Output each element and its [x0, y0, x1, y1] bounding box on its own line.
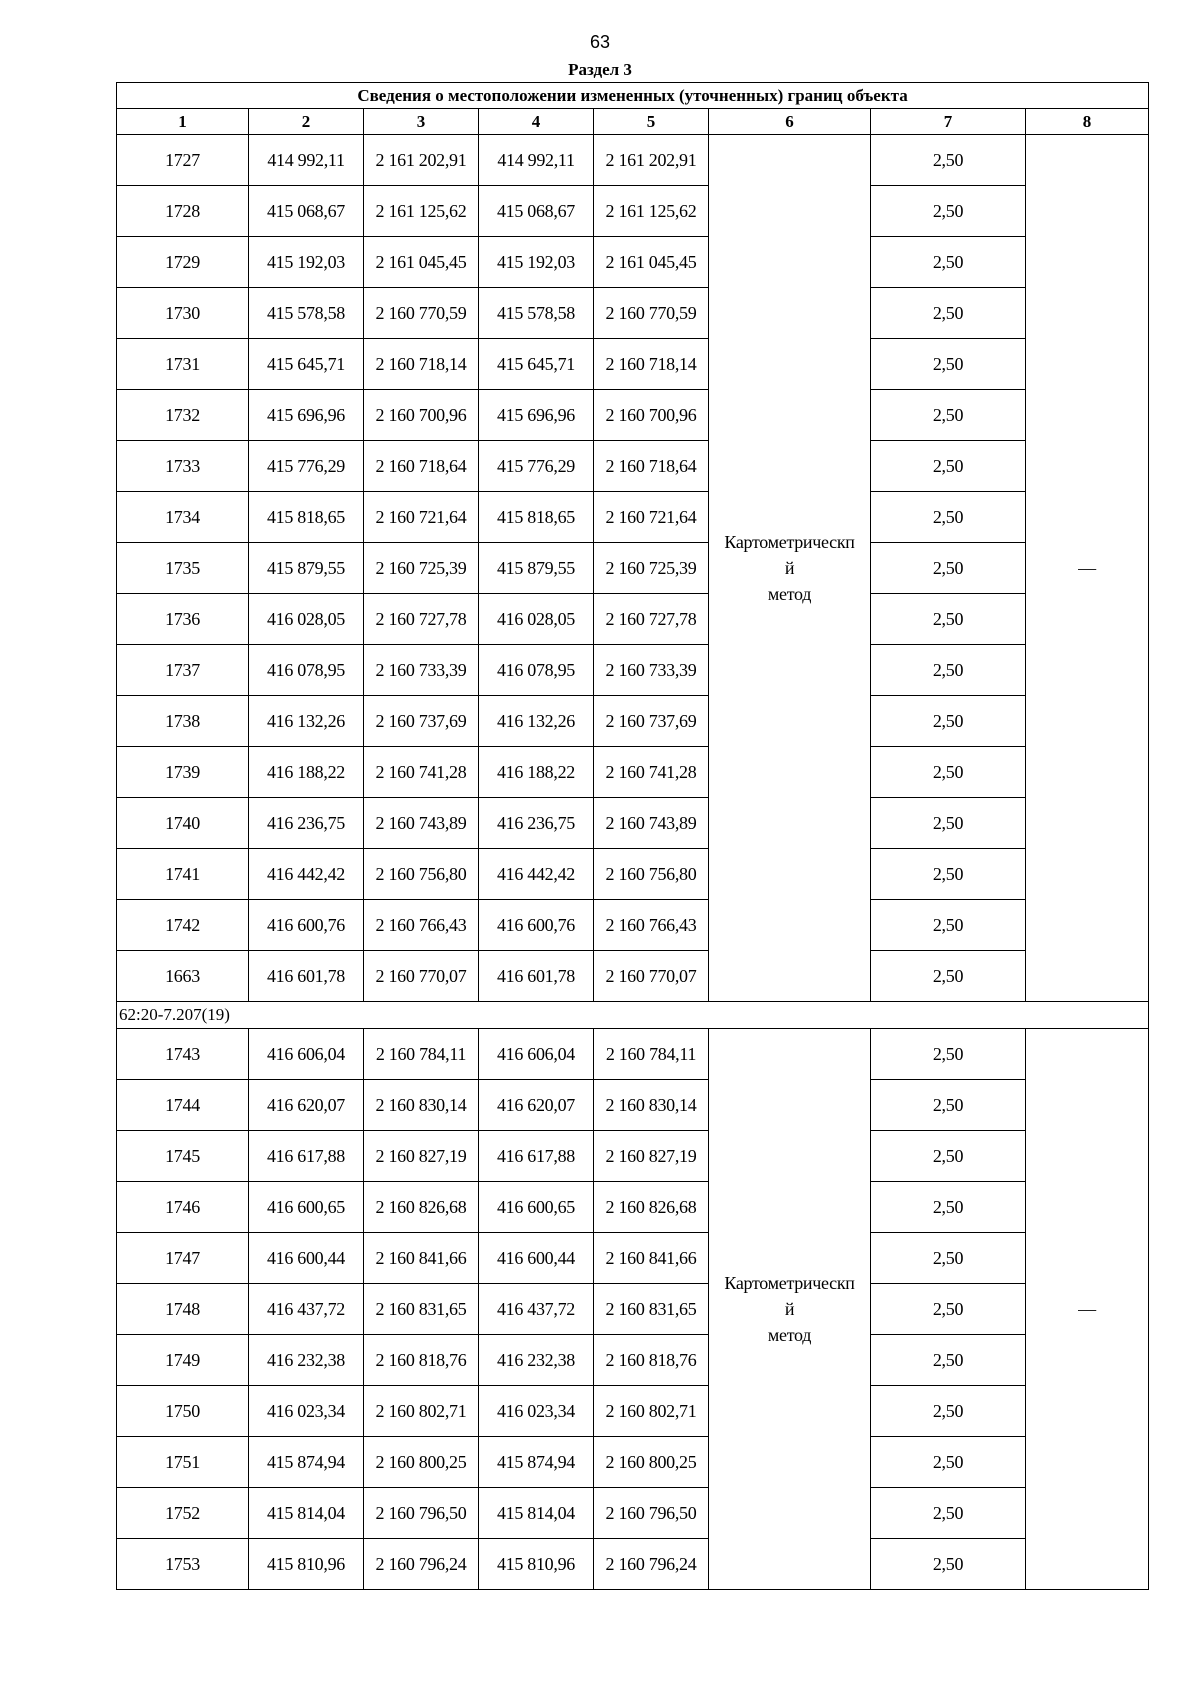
coordinate-cell: 416 620,07: [479, 1080, 594, 1131]
table-row: [117, 237, 1149, 288]
accuracy-cell: 2,50: [871, 900, 1026, 951]
accuracy-cell: 2,50: [871, 798, 1026, 849]
accuracy-cell: 2,50: [871, 1386, 1026, 1437]
accuracy-cell: 2,50: [871, 390, 1026, 441]
column-number: 4: [479, 109, 594, 135]
coordinate-cell: 416 437,72: [249, 1284, 364, 1335]
table-row: [117, 594, 1149, 645]
method-cell: [709, 1029, 871, 1590]
table-row: [117, 1029, 1149, 1080]
page-number: 63: [589, 32, 611, 52]
coordinate-cell: 416 023,34: [249, 1386, 364, 1437]
coordinate-cell: 2 160 796,50: [364, 1488, 479, 1539]
coordinate-cell: 416 600,44: [249, 1233, 364, 1284]
coordinate-cell: 2 160 737,69: [594, 696, 709, 747]
table-row: [117, 1386, 1149, 1437]
column-number: 2: [249, 109, 364, 135]
coordinate-cell: 415 645,71: [479, 339, 594, 390]
coordinate-cell: 416 437,72: [479, 1284, 594, 1335]
point-number-cell: 1732: [117, 390, 249, 441]
table-row: [117, 1284, 1149, 1335]
accuracy-cell: 2,50: [871, 1182, 1026, 1233]
accuracy-cell: 2,50: [871, 1539, 1026, 1590]
coordinate-cell: 415 874,94: [479, 1437, 594, 1488]
point-number-cell: 1730: [117, 288, 249, 339]
coordinate-cell: 2 160 721,64: [594, 492, 709, 543]
coordinate-cell: 2 161 045,45: [594, 237, 709, 288]
coordinate-cell: 416 232,38: [479, 1335, 594, 1386]
point-number-cell: 1744: [117, 1080, 249, 1131]
coordinate-cell: 415 810,96: [249, 1539, 364, 1590]
coordinate-cell: 2 160 827,19: [364, 1131, 479, 1182]
coordinate-cell: 415 874,94: [249, 1437, 364, 1488]
coordinate-cell: 2 160 830,14: [364, 1080, 479, 1131]
coordinate-cell: 2 160 770,59: [364, 288, 479, 339]
coordinate-cell: 2 160 727,78: [594, 594, 709, 645]
coordinate-cell: 2 160 718,14: [594, 339, 709, 390]
coordinate-cell: 2 160 826,68: [364, 1182, 479, 1233]
accuracy-cell: 2,50: [871, 1488, 1026, 1539]
accuracy-cell: 2,50: [871, 1437, 1026, 1488]
method-line: й: [784, 558, 795, 578]
point-number-cell: 1734: [117, 492, 249, 543]
table-row: [117, 696, 1149, 747]
point-number-cell: 1745: [117, 1131, 249, 1182]
table-row: [117, 135, 1149, 186]
point-number-cell: 1737: [117, 645, 249, 696]
column-number: 3: [364, 109, 479, 135]
coordinate-cell: 2 161 202,91: [594, 135, 709, 186]
table-row: [117, 1182, 1149, 1233]
accuracy-cell: 2,50: [871, 696, 1026, 747]
accuracy-cell: 2,50: [871, 288, 1026, 339]
accuracy-cell: 2,50: [871, 1029, 1026, 1080]
point-number-cell: 1748: [117, 1284, 249, 1335]
point-number-cell: 1743: [117, 1029, 249, 1080]
table-row: [117, 441, 1149, 492]
coordinate-cell: 2 160 725,39: [594, 543, 709, 594]
coordinate-cell: 416 601,78: [479, 951, 594, 1002]
table-body: [117, 135, 1149, 1590]
coordinate-cell: 415 776,29: [479, 441, 594, 492]
table-row: [117, 849, 1149, 900]
coordinate-cell: 416 600,65: [479, 1182, 594, 1233]
table-row: [117, 1539, 1149, 1590]
coordinate-cell: 2 160 737,69: [364, 696, 479, 747]
table-row: [117, 900, 1149, 951]
coordinate-cell: 416 600,76: [479, 900, 594, 951]
coordinate-cell: 2 160 800,25: [364, 1437, 479, 1488]
table-caption: Сведения о местоположении измененных (уточненных) границ объекта: [117, 83, 1149, 109]
coordinate-cell: 416 606,04: [249, 1029, 364, 1080]
coordinate-cell: 416 078,95: [479, 645, 594, 696]
method-line: метод: [767, 584, 812, 604]
coordinate-cell: 2 160 784,11: [364, 1029, 479, 1080]
coordinate-cell: 416 600,65: [249, 1182, 364, 1233]
coordinate-cell: 416 617,88: [479, 1131, 594, 1182]
coordinate-cell: 415 818,65: [249, 492, 364, 543]
coordinate-cell: 2 160 756,80: [364, 849, 479, 900]
coordinate-cell: 415 068,67: [479, 186, 594, 237]
table-row: [117, 186, 1149, 237]
table-row: [117, 390, 1149, 441]
coordinate-cell: 2 160 727,78: [364, 594, 479, 645]
point-number-cell: 1750: [117, 1386, 249, 1437]
coordinate-cell: 2 161 202,91: [364, 135, 479, 186]
coordinate-cell: 415 776,29: [249, 441, 364, 492]
coordinate-cell: 416 028,05: [479, 594, 594, 645]
coordinate-cell: 2 160 800,25: [594, 1437, 709, 1488]
accuracy-cell: 2,50: [871, 135, 1026, 186]
boundary-points-table: [116, 82, 1149, 1590]
coordinate-cell: 416 132,26: [479, 696, 594, 747]
column-number: 1: [117, 109, 249, 135]
coordinate-cell: 2 160 784,11: [594, 1029, 709, 1080]
group-label-row: [117, 1002, 1149, 1029]
coordinate-cell: 416 442,42: [479, 849, 594, 900]
column-numbers-row: [117, 109, 1149, 135]
point-number-cell: 1752: [117, 1488, 249, 1539]
table-row: [117, 1233, 1149, 1284]
point-number-cell: 1747: [117, 1233, 249, 1284]
coordinate-cell: 416 188,22: [479, 747, 594, 798]
table-row: [117, 288, 1149, 339]
table-row: [117, 1335, 1149, 1386]
coordinate-cell: 415 818,65: [479, 492, 594, 543]
coordinate-cell: 416 078,95: [249, 645, 364, 696]
accuracy-cell: 2,50: [871, 1284, 1026, 1335]
column-number: 7: [871, 109, 1026, 135]
group-label: 62:20-7.207(19): [117, 1002, 1149, 1029]
coordinate-cell: 2 160 718,14: [364, 339, 479, 390]
point-number-cell: 1733: [117, 441, 249, 492]
point-number-cell: 1731: [117, 339, 249, 390]
point-number-cell: 1728: [117, 186, 249, 237]
coordinate-cell: 2 160 718,64: [594, 441, 709, 492]
coordinate-cell: 2 160 841,66: [364, 1233, 479, 1284]
accuracy-cell: 2,50: [871, 339, 1026, 390]
coordinate-cell: 2 160 721,64: [364, 492, 479, 543]
column-8-cell: —: [1026, 135, 1149, 1002]
accuracy-cell: 2,50: [871, 951, 1026, 1002]
accuracy-cell: 2,50: [871, 594, 1026, 645]
table-row: [117, 798, 1149, 849]
coordinate-cell: 415 192,03: [479, 237, 594, 288]
coordinate-cell: 2 160 802,71: [594, 1386, 709, 1437]
coordinate-cell: 2 160 743,89: [364, 798, 479, 849]
coordinate-cell: 414 992,11: [479, 135, 594, 186]
coordinate-cell: 2 160 796,50: [594, 1488, 709, 1539]
point-number-cell: 1753: [117, 1539, 249, 1590]
accuracy-cell: 2,50: [871, 186, 1026, 237]
coordinate-cell: 2 160 741,28: [364, 747, 479, 798]
section-title: Раздел 3: [568, 60, 632, 79]
point-number-cell: 1727: [117, 135, 249, 186]
point-number-cell: 1741: [117, 849, 249, 900]
coordinate-cell: 416 600,44: [479, 1233, 594, 1284]
coordinate-cell: 2 160 827,19: [594, 1131, 709, 1182]
coordinate-cell: 416 236,75: [249, 798, 364, 849]
coordinate-cell: 2 160 756,80: [594, 849, 709, 900]
point-number-cell: 1746: [117, 1182, 249, 1233]
method-line: й: [784, 1299, 795, 1319]
method-cell: [709, 135, 871, 1002]
method-line: метод: [767, 1325, 812, 1345]
coordinate-cell: 415 879,55: [249, 543, 364, 594]
coordinate-cell: 2 160 841,66: [594, 1233, 709, 1284]
table-row: [117, 1131, 1149, 1182]
coordinate-cell: 415 696,96: [479, 390, 594, 441]
accuracy-cell: 2,50: [871, 237, 1026, 288]
accuracy-cell: 2,50: [871, 849, 1026, 900]
coordinate-cell: 416 028,05: [249, 594, 364, 645]
coordinate-cell: 416 620,07: [249, 1080, 364, 1131]
table-row: [117, 492, 1149, 543]
coordinate-cell: 2 160 718,64: [364, 441, 479, 492]
coordinate-cell: 415 879,55: [479, 543, 594, 594]
coordinate-cell: 416 023,34: [479, 1386, 594, 1437]
table-row: [117, 951, 1149, 1002]
coordinate-cell: 2 160 796,24: [594, 1539, 709, 1590]
coordinate-cell: 2 160 831,65: [364, 1284, 479, 1335]
column-8-cell: —: [1026, 1029, 1149, 1590]
coordinate-cell: 2 160 741,28: [594, 747, 709, 798]
table-row: [117, 1437, 1149, 1488]
coordinate-cell: 416 600,76: [249, 900, 364, 951]
table-row: [117, 543, 1149, 594]
point-number-cell: 1729: [117, 237, 249, 288]
method-line: Картометрическп: [724, 1273, 855, 1293]
coordinate-cell: 2 160 770,07: [364, 951, 479, 1002]
table-row: [117, 645, 1149, 696]
point-number-cell: 1751: [117, 1437, 249, 1488]
accuracy-cell: 2,50: [871, 492, 1026, 543]
column-number: 6: [709, 109, 871, 135]
method-line: Картометрическп: [724, 532, 855, 552]
coordinate-cell: 2 160 830,14: [594, 1080, 709, 1131]
coordinate-cell: 2 160 796,24: [364, 1539, 479, 1590]
coordinate-cell: 2 160 700,96: [594, 390, 709, 441]
coordinate-cell: 416 236,75: [479, 798, 594, 849]
point-number-cell: 1663: [117, 951, 249, 1002]
coordinate-cell: 415 645,71: [249, 339, 364, 390]
column-number: 5: [594, 109, 709, 135]
coordinate-cell: 2 161 125,62: [364, 186, 479, 237]
coordinate-cell: 2 160 802,71: [364, 1386, 479, 1437]
point-number-cell: 1739: [117, 747, 249, 798]
coordinate-cell: 415 814,04: [479, 1488, 594, 1539]
coordinate-cell: 2 160 826,68: [594, 1182, 709, 1233]
coordinate-cell: 2 160 818,76: [364, 1335, 479, 1386]
accuracy-cell: 2,50: [871, 543, 1026, 594]
coordinate-cell: 2 160 766,43: [364, 900, 479, 951]
coordinate-cell: 416 606,04: [479, 1029, 594, 1080]
coordinate-cell: 2 160 818,76: [594, 1335, 709, 1386]
point-number-cell: 1735: [117, 543, 249, 594]
coordinate-cell: 415 068,67: [249, 186, 364, 237]
point-number-cell: 1738: [117, 696, 249, 747]
table-row: [117, 747, 1149, 798]
point-number-cell: 1749: [117, 1335, 249, 1386]
coordinate-cell: 2 160 743,89: [594, 798, 709, 849]
coordinate-cell: 415 810,96: [479, 1539, 594, 1590]
table-row: [117, 1488, 1149, 1539]
table-row: [117, 339, 1149, 390]
coordinate-cell: 415 578,58: [479, 288, 594, 339]
coordinate-cell: 2 160 766,43: [594, 900, 709, 951]
accuracy-cell: 2,50: [871, 1131, 1026, 1182]
coordinate-cell: 416 617,88: [249, 1131, 364, 1182]
accuracy-cell: 2,50: [871, 441, 1026, 492]
coordinate-cell: 415 814,04: [249, 1488, 364, 1539]
point-number-cell: 1742: [117, 900, 249, 951]
accuracy-cell: 2,50: [871, 747, 1026, 798]
coordinate-cell: 416 132,26: [249, 696, 364, 747]
coordinate-cell: 415 192,03: [249, 237, 364, 288]
coordinate-cell: 2 160 831,65: [594, 1284, 709, 1335]
coordinate-cell: 2 161 045,45: [364, 237, 479, 288]
point-number-cell: 1736: [117, 594, 249, 645]
coordinate-cell: 2 161 125,62: [594, 186, 709, 237]
coordinate-cell: 416 601,78: [249, 951, 364, 1002]
accuracy-cell: 2,50: [871, 645, 1026, 696]
point-number-cell: 1740: [117, 798, 249, 849]
coordinate-cell: 2 160 733,39: [364, 645, 479, 696]
column-number: 8: [1026, 109, 1149, 135]
coordinate-cell: 2 160 725,39: [364, 543, 479, 594]
coordinate-cell: 415 578,58: [249, 288, 364, 339]
accuracy-cell: 2,50: [871, 1080, 1026, 1131]
table-row: [117, 1080, 1149, 1131]
accuracy-cell: 2,50: [871, 1233, 1026, 1284]
coordinate-cell: 2 160 770,07: [594, 951, 709, 1002]
coordinate-cell: 415 696,96: [249, 390, 364, 441]
coordinate-cell: 416 188,22: [249, 747, 364, 798]
coordinate-cell: 414 992,11: [249, 135, 364, 186]
coordinate-cell: 2 160 733,39: [594, 645, 709, 696]
coordinate-cell: 2 160 770,59: [594, 288, 709, 339]
coordinate-cell: 416 232,38: [249, 1335, 364, 1386]
coordinate-cell: 416 442,42: [249, 849, 364, 900]
accuracy-cell: 2,50: [871, 1335, 1026, 1386]
coordinate-cell: 2 160 700,96: [364, 390, 479, 441]
